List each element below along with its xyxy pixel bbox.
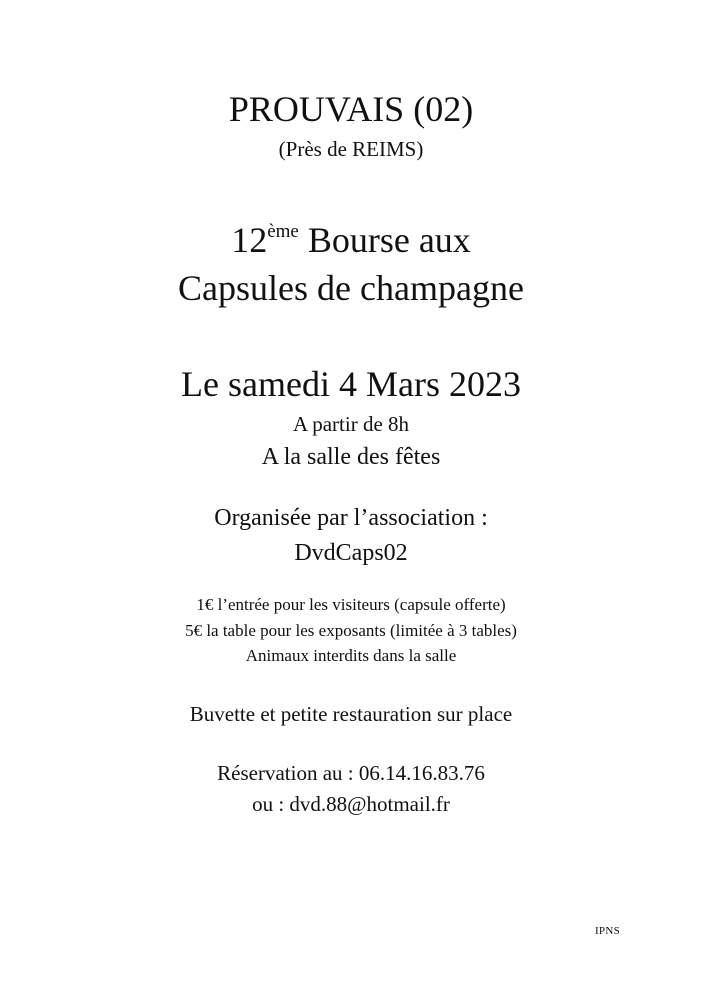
buvette-note: Buvette et petite restauration sur place: [189, 702, 513, 726]
event-time: A partir de 8h: [292, 412, 410, 436]
organizer-name: DvdCaps02: [294, 540, 408, 566]
ipns-mark: IPNS: [594, 925, 620, 937]
event-title-rest: Bourse aux: [298, 220, 471, 260]
info-line-visitors: 1€ l’entrée pour les visiteurs (capsule offerte): [196, 595, 506, 614]
edition-number: 12: [231, 220, 268, 260]
info-line-exhibitors: 5€ la table pour les exposants (limitée à 3 tables): [185, 621, 517, 640]
city-heading: PROUVAIS (02): [228, 89, 474, 129]
event-venue: A la salle des fêtes: [261, 444, 441, 470]
near-city-subtitle: (Près de REIMS): [278, 137, 424, 161]
info-line-animals: Animaux interdits dans la salle: [245, 646, 457, 665]
event-date: Le samedi 4 Mars 2023: [181, 364, 521, 404]
reservation-email: ou : dvd.88@hotmail.fr: [252, 792, 450, 816]
reservation-phone: Réservation au : 06.14.16.83.76: [217, 761, 485, 785]
event-title-line1: [0, 222, 702, 258]
organizer-label: Organisée par l’association :: [214, 505, 488, 531]
event-title-line2: Capsules de champagne: [178, 268, 524, 308]
edition-suffix: ème: [267, 221, 299, 242]
